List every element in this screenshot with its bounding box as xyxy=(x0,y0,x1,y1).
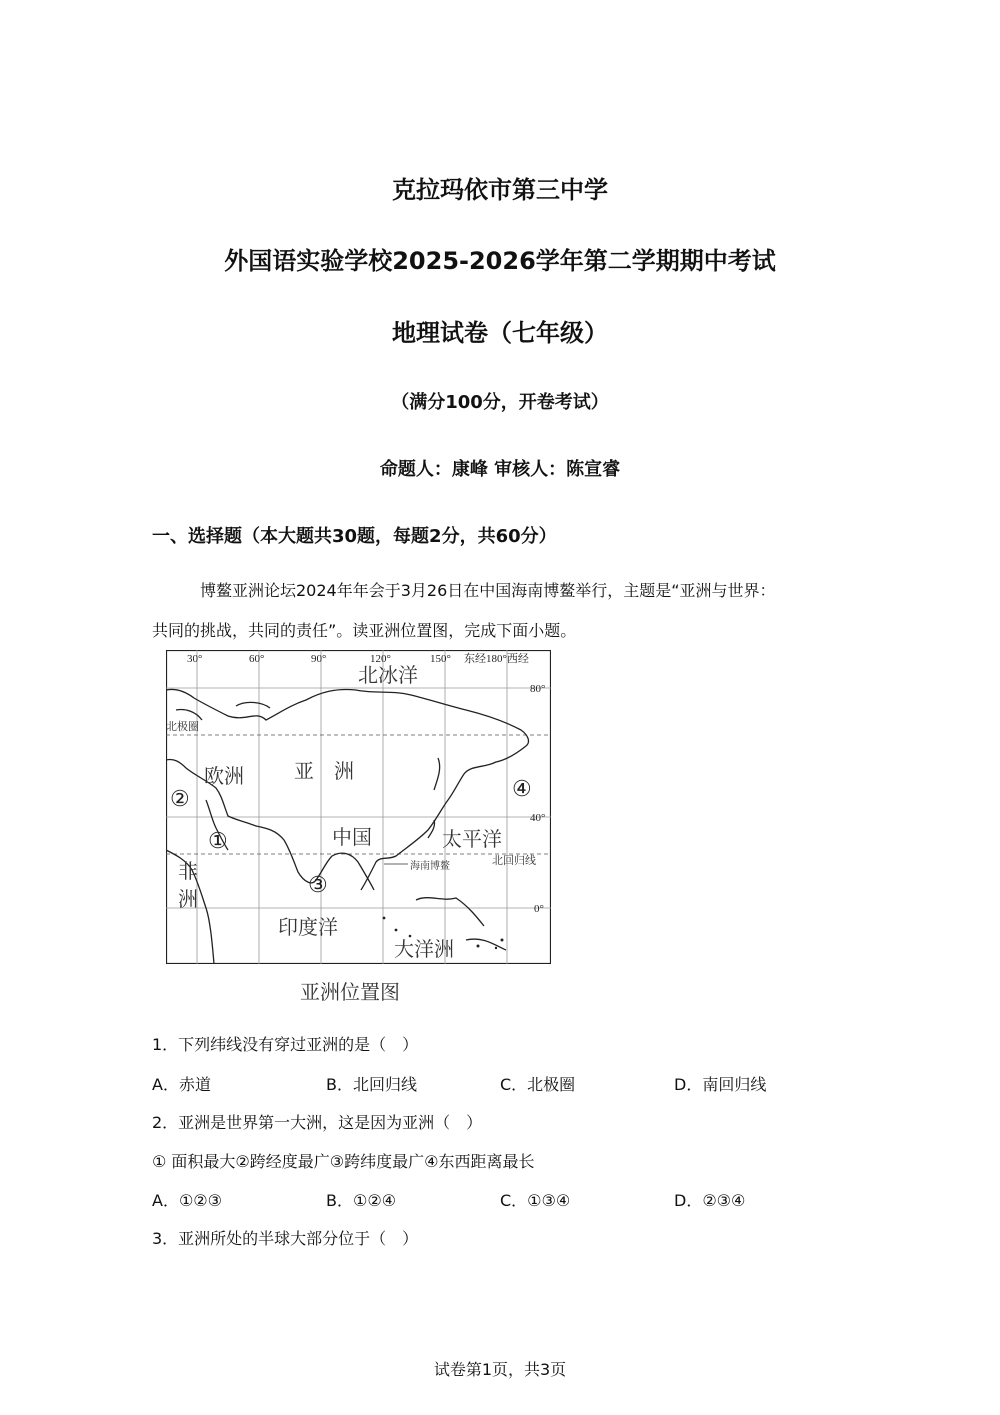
question-3-stem: 3．亚洲所处的半球大部分位于（ ） xyxy=(152,1229,419,1248)
question-2-statements: ① 面积最大②跨经度最广③跨纬度最广④东西距离最长 xyxy=(152,1152,535,1171)
question-1-option-a: A．赤道 xyxy=(152,1075,211,1094)
page-footer: 试卷第1页，共3页 xyxy=(433,1360,567,1379)
score-note: （满分100分，开卷考试） xyxy=(391,392,609,413)
lat-40: 40° xyxy=(530,812,546,824)
label-pacific: 太平洋 xyxy=(442,829,502,851)
lon-120: 120° xyxy=(370,653,391,665)
label-tropic: 北回归线 xyxy=(492,855,536,867)
question-2-stem: 2．亚洲是世界第一大洲，这是因为亚洲（ ） xyxy=(152,1113,483,1132)
marker-4: ④ xyxy=(512,776,532,801)
school-title: 克拉玛依市第三中学 xyxy=(392,176,608,204)
label-oceania: 大洋洲 xyxy=(394,939,454,961)
exam-title: 外国语实验学校2025-2026学年第二学期期中考试 xyxy=(224,247,776,275)
label-boao: 海南博鳌 xyxy=(410,861,450,872)
question-2-option-d: D．②③④ xyxy=(674,1191,746,1210)
question-2-option-c: C．①③④ xyxy=(500,1191,571,1210)
passage-line-1: 博鳌亚洲论坛2024年年会于3月26日在中国海南博鳌举行，主题是“亚洲与世界： xyxy=(200,581,776,600)
lon-60: 60° xyxy=(249,653,265,665)
question-1-option-c: C．北极圈 xyxy=(500,1075,576,1094)
question-2-option-a: A．①②③ xyxy=(152,1191,222,1210)
asia-location-map xyxy=(166,650,551,964)
label-europe: 欧洲 xyxy=(204,766,244,788)
question-2-option-b: B．①②④ xyxy=(326,1191,397,1210)
subject-title: 地理试卷（七年级） xyxy=(392,319,608,347)
label-asia: 亚 洲 xyxy=(294,761,354,783)
label-africa-2: 洲 xyxy=(178,889,198,911)
question-1-option-b: B．北回归线 xyxy=(326,1075,417,1094)
marker-1: ① xyxy=(208,828,228,853)
section-title: 一、选择题（本大题共30题，每题2分，共60分） xyxy=(152,526,557,547)
marker-2: ② xyxy=(170,786,190,811)
label-indian-ocean: 印度洋 xyxy=(278,917,338,939)
label-china: 中国 xyxy=(332,827,372,849)
authors-line: 命题人：康峰 审核人：陈宣睿 xyxy=(379,459,621,480)
lon-90: 90° xyxy=(311,653,327,665)
lon-30: 30° xyxy=(187,653,203,665)
label-arctic-ocean: 北冰洋 xyxy=(358,665,418,687)
passage-line-2: 共同的挑战，共同的责任”。读亚洲位置图，完成下面小题。 xyxy=(152,621,577,640)
question-1-stem: 1．下列纬线没有穿过亚洲的是（ ） xyxy=(152,1035,419,1054)
question-1-option-d: D．南回归线 xyxy=(674,1075,767,1094)
marker-3: ③ xyxy=(308,872,328,897)
lat-0: 0° xyxy=(534,903,544,915)
map-caption: 亚洲位置图 xyxy=(300,980,400,1004)
label-arctic-circle: 北极圈 xyxy=(166,721,199,733)
lat-80: 80° xyxy=(530,683,546,695)
label-africa-1: 非 xyxy=(178,861,198,883)
lon-150: 150° xyxy=(430,653,451,665)
lon-180: 东经180°西经 xyxy=(464,653,529,665)
